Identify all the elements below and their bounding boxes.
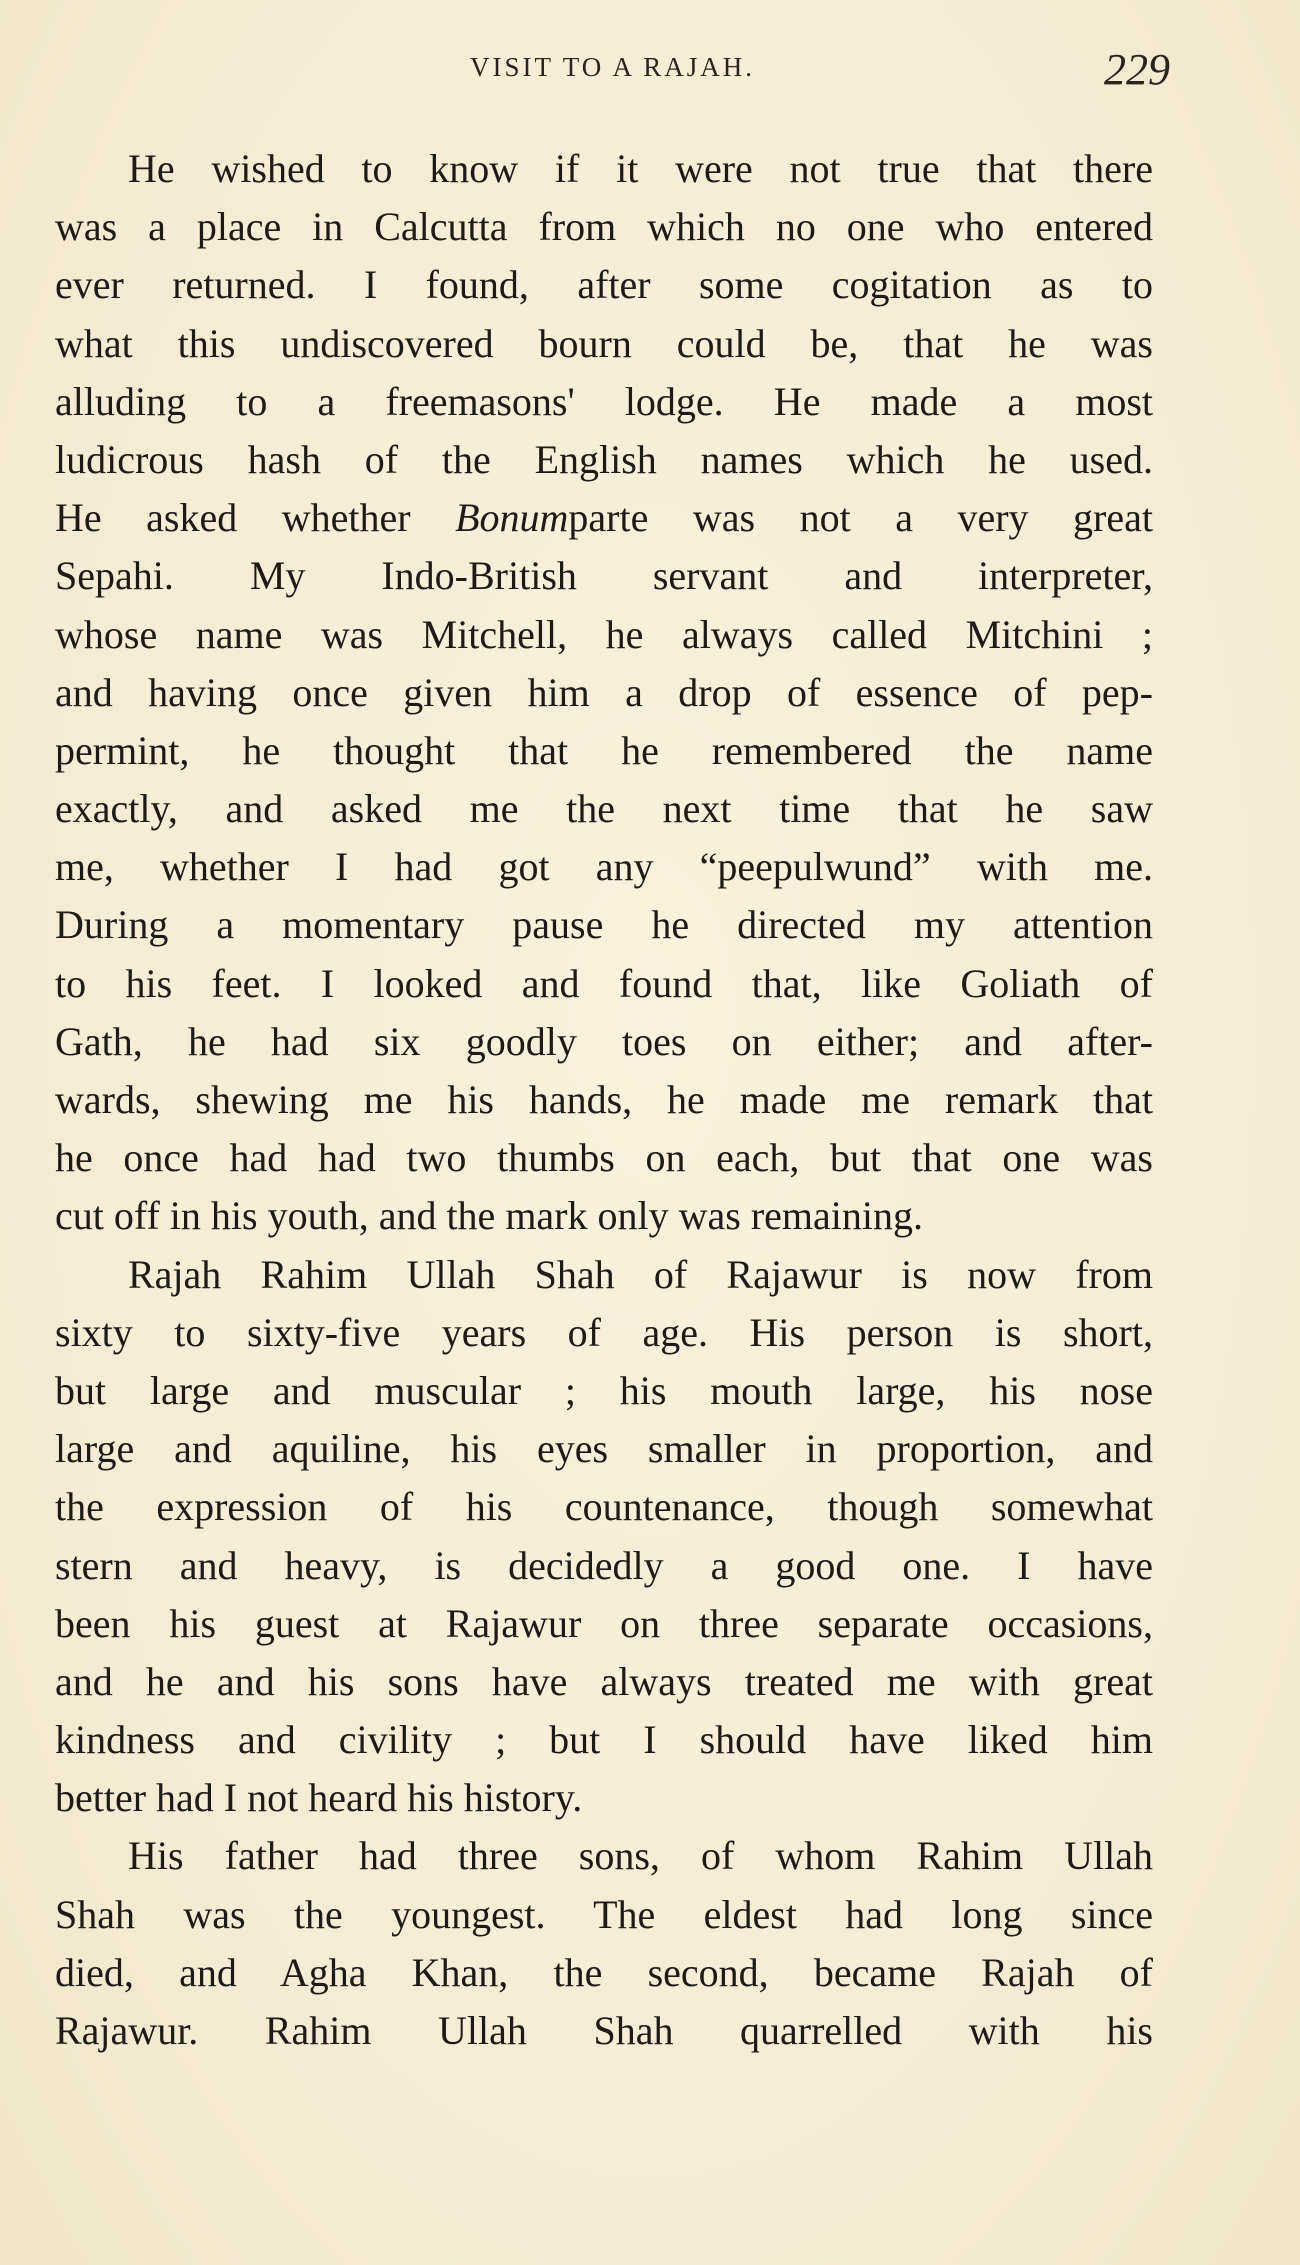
text-fragment: parte was not a very great [568, 495, 1153, 541]
text-line: large and aquiline, his eyes smaller in proportion, and [55, 1426, 1153, 1472]
text-line: he once had had two thumbs on each, but that one was [55, 1135, 1153, 1181]
text-line: what this undiscovered bourn could be, that he was [55, 320, 1153, 366]
text-line: and he and his sons have always treated me with great [55, 1658, 1153, 1704]
body-text [55, 140, 1153, 2060]
text-line: wards, shewing me his hands, he made me remark that [55, 1077, 1153, 1122]
running-title: VISIT TO A RAJAH. [469, 52, 756, 82]
text-line: been his guest at Rajawur on three separate occasions, [55, 1600, 1153, 1646]
text-line: Shah was the youngest. The eldest had long since [55, 1891, 1153, 1937]
text-line: but large and muscular ; his mouth large, his nose [55, 1367, 1153, 1413]
italic-word: Bonum [455, 495, 569, 541]
text-line: cut off in his youth, and the mark only was remaining. [55, 1193, 923, 1239]
text-line: ludicrous hash of the English names which he used. [55, 436, 1153, 482]
text-line: Rajawur. Rahim Ullah Shah quarrelled with his [55, 2008, 1153, 2053]
text-line: permint, he thought that he remembered the name [55, 727, 1153, 773]
text-line: He wished to know if it were not true that there [128, 146, 1153, 191]
text-line: ever returned. I found, after some cogitation as to [55, 262, 1153, 308]
text-line: Sepahi. My Indo-British servant and interpreter, [55, 553, 1153, 599]
text-line: During a momentary pause he directed my attention [55, 902, 1153, 948]
text-line: Gath, he had six goodly toes on either; and after- [55, 1018, 1153, 1064]
text-line: alluding to a freemasons' lodge. He made a most [55, 378, 1153, 424]
text-line: exactly, and asked me the next time that he saw [55, 786, 1153, 832]
text-line: sixty to sixty-five years of age. His person is short, [55, 1309, 1153, 1355]
running-head [55, 44, 1170, 94]
text-line: to his feet. I looked and found that, like Goliath of [55, 960, 1153, 1006]
text-line [55, 489, 1153, 547]
text-line: better had I not heard his history. [55, 1775, 583, 1821]
text-line: died, and Agha Khan, the second, became Rajah of [55, 1949, 1153, 1995]
page-number: 229 [1104, 45, 1170, 94]
text-line: His father had three sons, of whom Rahim Ullah [128, 1833, 1153, 1879]
text-line: Rajah Rahim Ullah Shah of Rajawur is now from [128, 1251, 1153, 1297]
text-line: me, whether I had got any “peepulwund” with me. [55, 844, 1153, 890]
text-line: stern and heavy, is decidedly a good one. I have [55, 1542, 1153, 1588]
text-line: was a place in Calcutta from which no one who entered [55, 204, 1153, 250]
text-line: whose name was Mitchell, he always called Mitchini ; [55, 611, 1153, 657]
text-line: and having once given him a drop of essence of pep- [55, 669, 1153, 715]
text-line: kindness and civility ; but I should have liked him [55, 1717, 1153, 1763]
text-fragment: He asked whether [55, 495, 456, 541]
text-line: the expression of his countenance, though somewhat [55, 1484, 1153, 1530]
